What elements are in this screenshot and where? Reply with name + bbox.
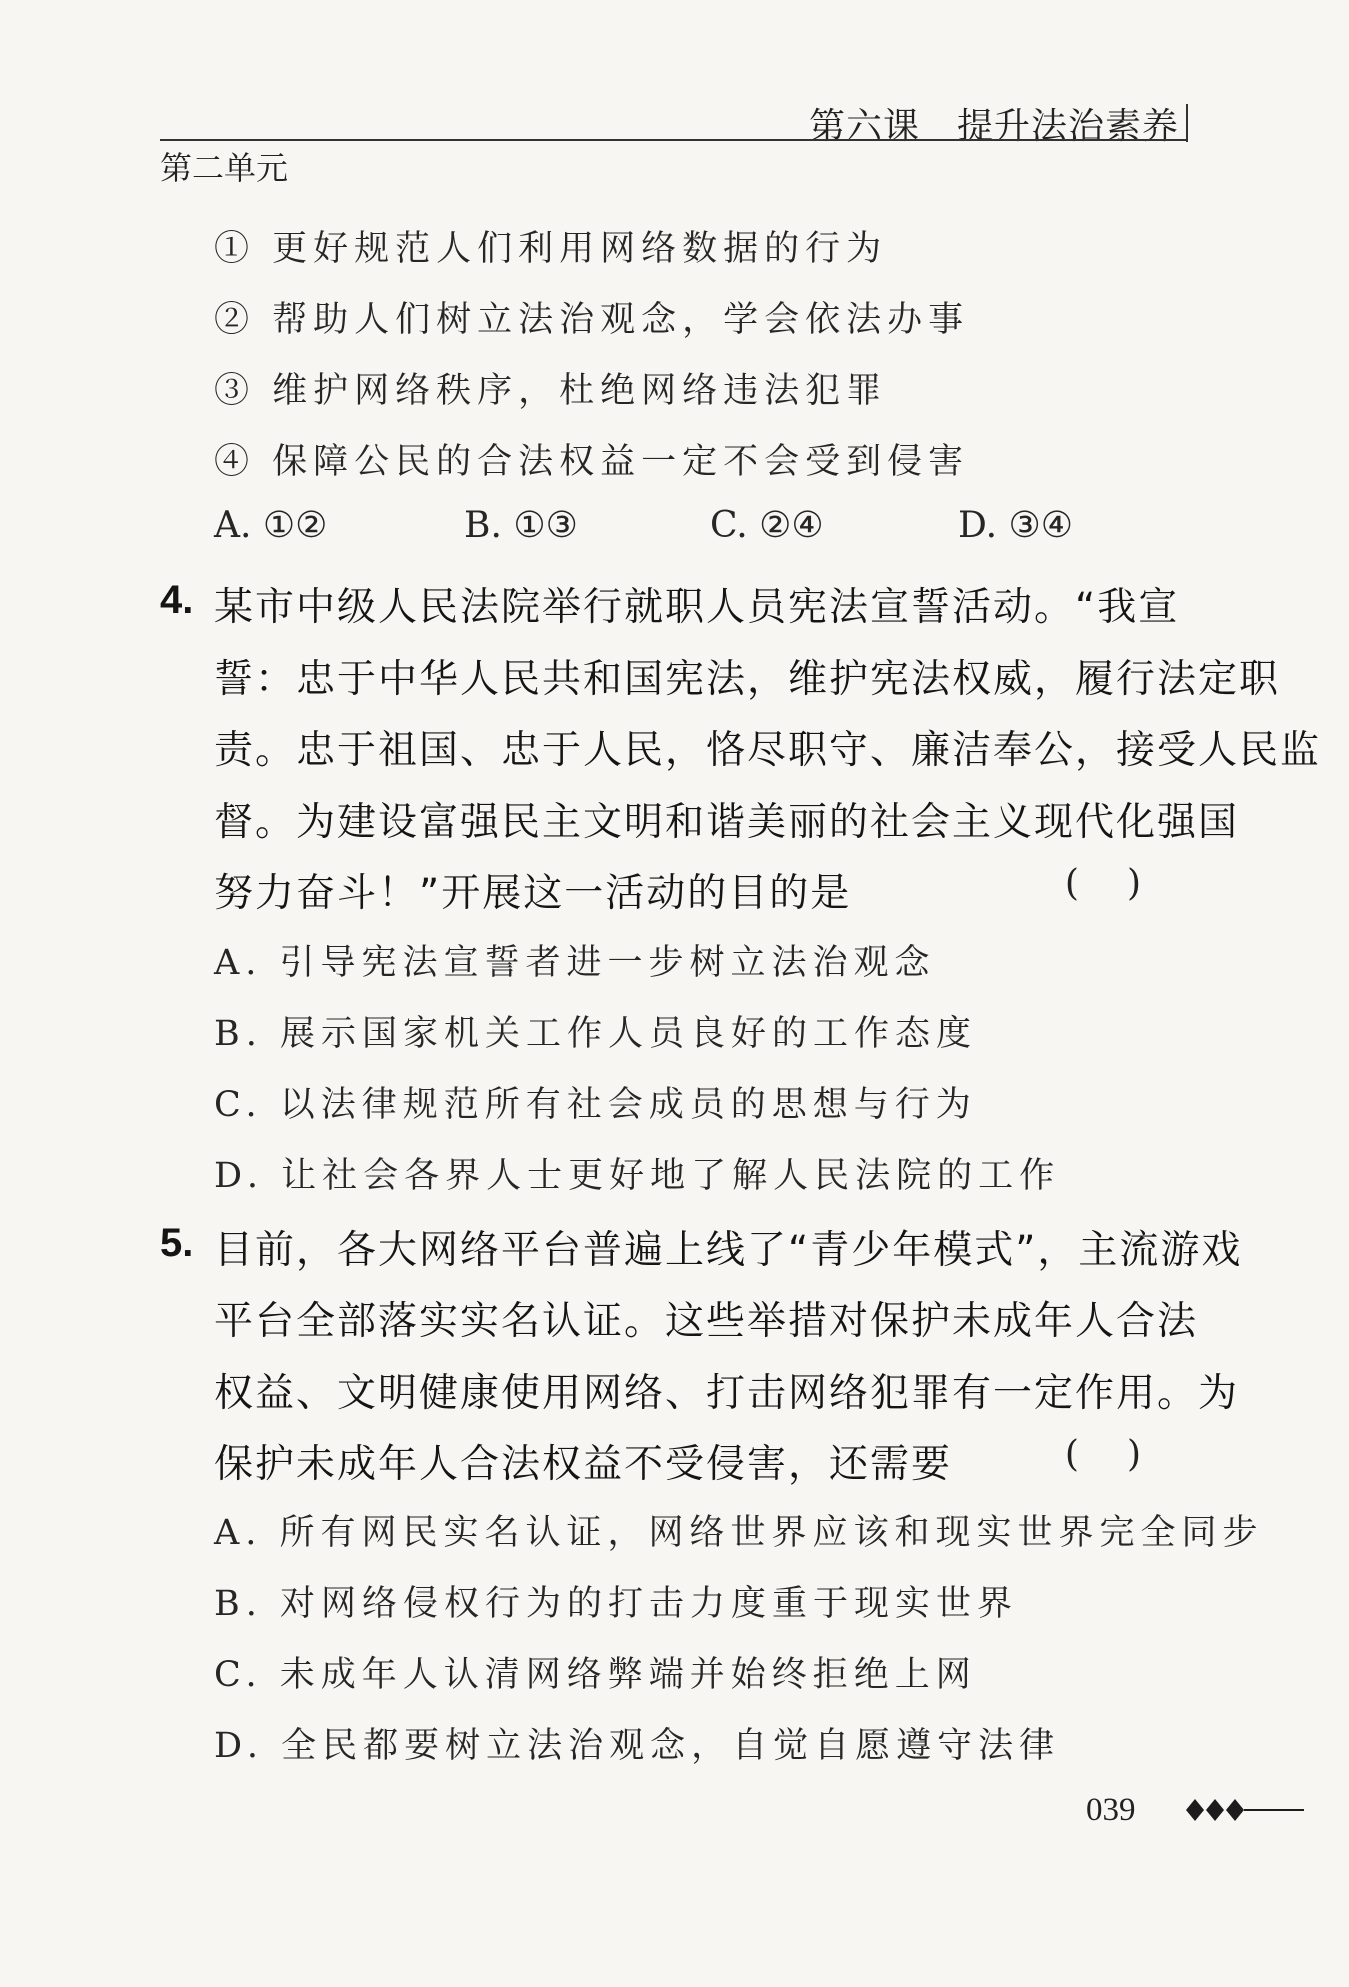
q3-statement-2: ② 帮助人们树立法治观念，学会依法办事 (214, 300, 970, 340)
q5-option-a: A. 所有网民实名认证，网络世界应该和现实世界完全同步 (214, 1513, 1264, 1553)
q4-option-c: C. 以法律规范所有社会成员的思想与行为 (214, 1085, 977, 1125)
q5-option-b: B. 对网络侵权行为的打击力度重于现实世界 (214, 1584, 1018, 1624)
q3-statement-1: ① 更好规范人们利用网络数据的行为 (214, 229, 888, 269)
q3-choice-b: B. ①③ (464, 505, 578, 546)
q5-stem-line-4: 保护未成年人合法权益不受侵害，还需要 (214, 1442, 953, 1487)
header-rule (160, 139, 1186, 141)
q4-option-d: D. 让社会各界人士更好地了解人民法院的工作 (214, 1156, 1061, 1196)
q5-option-d: D. 全民都要树立法治观念，自觉自愿遵守法律 (214, 1726, 1061, 1766)
q4-stem-line-3: 责。忠于祖国、忠于人民，恪尽职守、廉洁奉公，接受人民监 (214, 728, 1322, 773)
q4-stem-line-5: 努力奋斗！”开展这一活动的目的是 (214, 871, 852, 916)
q5-answer-bracket: () (1064, 1434, 1189, 1475)
lesson-title: 第六课 提升法治素养 (808, 106, 1179, 147)
q4-stem-line-4: 督。为建设富强民主文明和谐美丽的社会主义现代化强国 (214, 800, 1240, 845)
q3-choice-d: D. ③④ (958, 505, 1074, 546)
q4-stem-line-2: 誓：忠于中华人民共和国宪法，维护宪法权威，履行法定职 (214, 657, 1281, 702)
q4-option-a: A. 引导宪法宣誓者进一步树立法治观念 (214, 943, 936, 983)
page-ornament-icon (1184, 1797, 1304, 1823)
q5-stem-line-3: 权益、文明健康使用网络、打击网络犯罪有一定作用。为 (214, 1371, 1240, 1416)
q4-answer-bracket: () (1064, 863, 1189, 904)
q5-number: 5. (160, 1221, 194, 1265)
unit-label: 第二单元 (160, 149, 289, 187)
q3-choice-c: C. ②④ (710, 505, 824, 546)
page-number: 039 (1086, 1792, 1136, 1828)
q5-stem-line-1: 目前，各大网络平台普遍上线了“青少年模式”，主流游戏 (214, 1228, 1243, 1273)
q3-statement-4: ④ 保障公民的合法权益一定不会受到侵害 (214, 442, 970, 482)
q3-statement-3: ③ 维护网络秩序，杜绝网络违法犯罪 (214, 371, 888, 411)
q5-stem-line-2: 平台全部落实实名认证。这些举措对保护未成年人合法 (214, 1299, 1199, 1344)
q3-choice-a: A. ①② (214, 505, 328, 546)
q4-stem-line-1: 某市中级人民法院举行就职人员宪法宣誓活动。“我宣 (214, 585, 1180, 630)
q4-option-b: B. 展示国家机关工作人员良好的工作态度 (214, 1014, 977, 1054)
q5-option-c: C. 未成年人认清网络弊端并始终拒绝上网 (214, 1655, 977, 1695)
header-divider-vertical (1186, 104, 1188, 142)
q4-number: 4. (160, 578, 194, 622)
